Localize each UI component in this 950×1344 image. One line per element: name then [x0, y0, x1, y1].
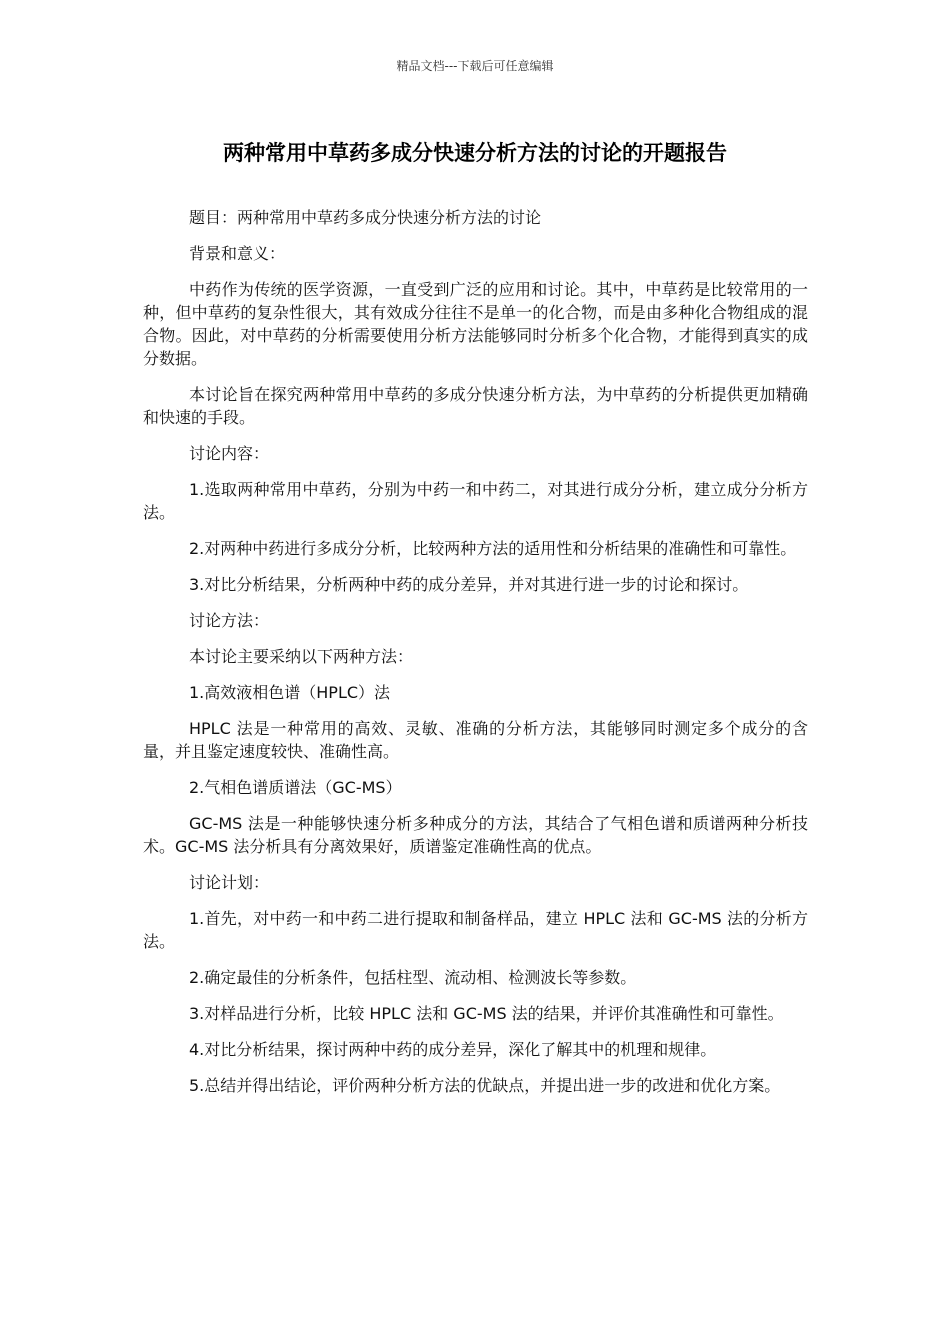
heading-content: 讨论内容： [189, 444, 270, 463]
paragraph-purpose: 本讨论旨在探究两种常用中草药的多成分快速分析方法，为中草药的分析提供更加精确和快速的手段。 [143, 385, 808, 427]
method-1-title: 1.高效液相色谱（HPLC）法 [189, 683, 391, 702]
content-item-1: 1.选取两种常用中草药，分别为中药一和中药二，对其进行成分分析，建立成分分析方法。 [143, 480, 808, 522]
content-item-3: 3.对比分析结果，分析两种中药的成分差异，并对其进行进一步的讨论和探讨。 [189, 575, 749, 594]
plan-item-3: 3.对样品进行分析，比较 HPLC 法和 GC-MS 法的结果，并评价其准确性和可靠性。 [189, 1004, 784, 1023]
content-item-2: 2.对两种中药进行多成分分析，比较两种方法的适用性和分析结果的准确性和可靠性。 [189, 539, 797, 558]
paragraph-topic: 题目：两种常用中草药多成分快速分析方法的讨论 [189, 208, 542, 227]
document-title: 两种常用中草药多成分快速分析方法的讨论的开题报告 [223, 141, 727, 165]
heading-background: 背景和意义： [189, 244, 286, 263]
document-body [143, 206, 808, 1110]
heading-plan: 讨论计划： [189, 873, 270, 892]
method-2-title: 2.气相色谱质谱法（GC-MS） [189, 778, 402, 797]
plan-item-5: 5.总结并得出结论，评价两种分析方法的优缺点，并提出进一步的改进和优化方案。 [189, 1076, 781, 1095]
plan-item-2: 2.确定最佳的分析条件，包括柱型、流动相、检测波长等参数。 [189, 968, 637, 987]
plan-item-1: 1.首先，对中药一和中药二进行提取和制备样品，建立 HPLC 法和 GC-MS 法的分析方法。 [143, 909, 808, 951]
page-header: 精品文档---下载后可任意编辑 [396, 59, 554, 73]
method-1-description: HPLC 法是一种常用的高效、灵敏、准确的分析方法，其能够同时测定多个成分的含量，并且鉴定速度较快、准确性高。 [143, 719, 808, 761]
plan-item-4: 4.对比分析结果，探讨两种中药的成分差异，深化了解其中的机理和规律。 [189, 1040, 717, 1059]
paragraph-methods-intro: 本讨论主要采纳以下两种方法： [189, 647, 414, 666]
heading-methods: 讨论方法： [189, 611, 270, 630]
method-2-description: GC-MS 法是一种能够快速分析多种成分的方法，其结合了气相色谱和质谱两种分析技术。GC-MS 法分析具有分离效果好，质谱鉴定准确性高的优点。 [143, 814, 808, 856]
paragraph-background: 中药作为传统的医学资源，一直受到广泛的应用和讨论。其中，中草药是比较常用的一种，但中草药的复杂性很大，其有效成分往往不是单一的化合物，而是由多种化合物组成的混合物。因此，对中草药的分析需要使用分析方法能够同时分析多个化合物，才能得到真实的成分数据。 [143, 280, 808, 368]
